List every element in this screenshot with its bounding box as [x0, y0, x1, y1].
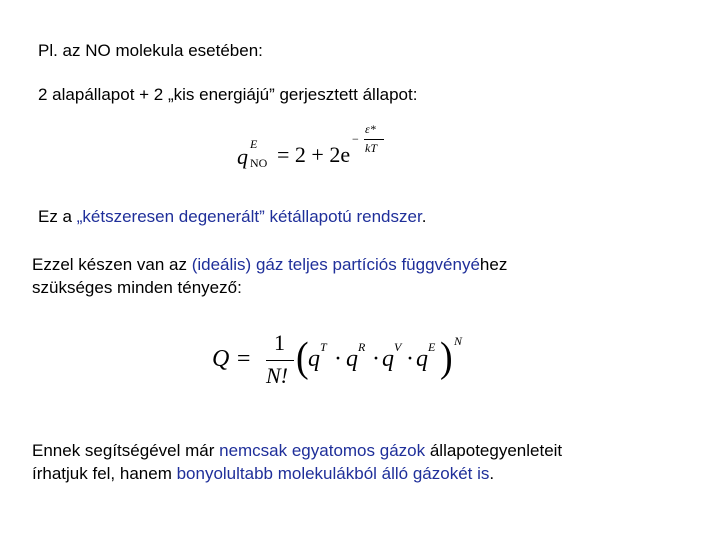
- intro-line: Pl. az NO molekula esetében:: [38, 41, 263, 60]
- eq2-fraction-denominator: N!: [266, 363, 288, 388]
- line6-highlight: nemcsak egyatomos gázok: [219, 441, 426, 460]
- eq1-exponent-numerator: ε*: [365, 122, 376, 136]
- eq2-qE-sup: E: [428, 340, 436, 354]
- line3-pre: Ez a: [38, 207, 77, 226]
- eq2-Q: Q =: [212, 346, 252, 372]
- degenerate-system-line: [38, 206, 426, 228]
- line4-post: hez: [479, 255, 508, 274]
- eq1-superscript: E: [250, 137, 258, 151]
- line3-post: .: [421, 207, 427, 226]
- eq2-qE: q: [416, 346, 428, 372]
- eq1-exponent-bar: [364, 139, 384, 140]
- line6-post: állapotegyenleteit: [425, 441, 563, 460]
- line3-highlight: „kétszeresen degenerált” kétállapotú rendszer: [76, 207, 422, 226]
- line4-highlight: (ideális) gáz teljes partíciós függvényé: [191, 255, 480, 274]
- eq1-exponent-sign: −: [352, 132, 359, 146]
- line6-pre: Ennek segítségével már: [32, 441, 220, 460]
- eq1-exponent-denominator: kT: [365, 141, 377, 155]
- line4-pre: Ezzel készen van az: [32, 255, 192, 274]
- total-partition-equation: [212, 330, 472, 394]
- eq2-qT: q: [308, 346, 320, 372]
- eq2-qT-sup: T: [320, 340, 327, 354]
- conclusion-line-1: [32, 440, 562, 462]
- eq1-subscript: NO: [250, 156, 268, 170]
- eq2-dot-3: ·: [406, 346, 414, 372]
- eq2-qV: q: [382, 346, 394, 372]
- line7-pre: írhatjuk fel, hanem: [32, 464, 177, 483]
- eq1-rhs: = 2 + 2e: [277, 142, 351, 167]
- eq2-qR-sup: R: [358, 340, 366, 354]
- eq2-dot-1: ·: [334, 346, 342, 372]
- line7-highlight: bonyolultabb molekulákból álló gázokét is: [176, 464, 490, 483]
- states-line: 2 alapállapot + 2 „kis energiájú” gerjesztett állapot:: [38, 85, 418, 104]
- eq2-dot-2: ·: [372, 346, 380, 372]
- partition-function-line-1: [32, 254, 507, 276]
- eq2-open-paren: (: [296, 334, 309, 382]
- eq2-fraction-numerator: 1: [274, 330, 285, 355]
- eq2-close-paren: ): [440, 334, 453, 382]
- eq2-power: N: [454, 334, 463, 348]
- eq1-q: q: [237, 144, 248, 169]
- partition-function-line-2: szükséges minden tényező:: [32, 278, 242, 297]
- eq2-qR: q: [346, 346, 358, 372]
- eq2-qV-sup: V: [394, 340, 402, 354]
- eq2-fraction-bar: [266, 360, 294, 361]
- conclusion-line-2: [32, 463, 494, 485]
- partition-equation-electronic: [237, 122, 397, 172]
- line7-post: .: [489, 464, 495, 483]
